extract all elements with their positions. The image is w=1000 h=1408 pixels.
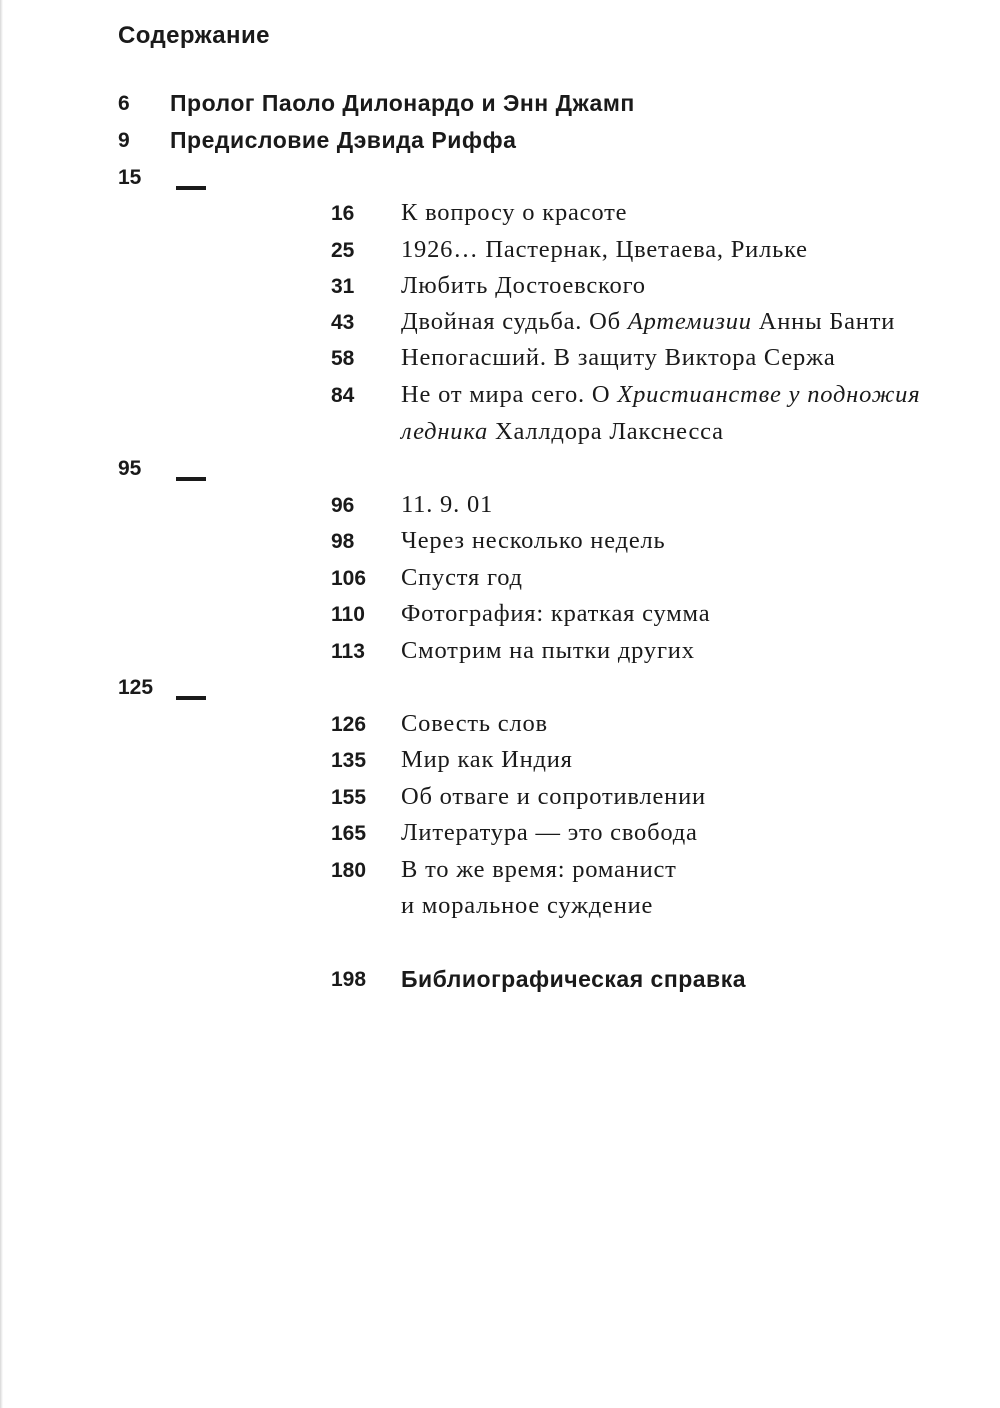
toc-section-2[interactable]	[0, 457, 1000, 493]
section-page-number: 95	[118, 457, 142, 480]
entry-title	[401, 381, 920, 409]
entry-title: Любить Достоевского	[401, 272, 646, 299]
toc-entry[interactable]	[0, 856, 1000, 895]
page-number: 113	[331, 640, 365, 663]
entry-title: В то же время: романист	[401, 856, 677, 883]
entry-title: Непогасший. В защиту Виктора Сержа	[401, 344, 836, 371]
toc-entry-continuation[interactable]	[0, 892, 1000, 931]
page-number: 25	[331, 239, 355, 262]
section-page-number: 15	[118, 166, 142, 189]
entry-title: Фотография: краткая сумма	[401, 600, 711, 627]
page-number: 96	[331, 494, 355, 517]
toc-entry[interactable]	[0, 381, 1000, 420]
page-number: 106	[331, 567, 367, 590]
page-number: 98	[331, 530, 355, 553]
entry-title: Мир как Индия	[401, 746, 573, 773]
page-number: 165	[331, 822, 367, 845]
entry-title: 11. 9. 01	[401, 491, 494, 518]
entry-title: Пролог Паоло Дилонардо и Энн Джамп	[170, 90, 635, 116]
section-dash-mark	[176, 186, 206, 190]
toc-entry[interactable]	[0, 491, 1000, 530]
toc-entry[interactable]	[0, 600, 1000, 639]
page-number: 6	[118, 92, 130, 115]
page-number: 198	[331, 968, 367, 991]
entry-title: Смотрим на пытки других	[401, 637, 695, 664]
page-number: 155	[331, 786, 367, 809]
toc-entry-continuation[interactable]	[0, 418, 1000, 457]
toc-entry[interactable]	[0, 272, 1000, 311]
toc-entry[interactable]	[0, 783, 1000, 822]
entry-title-line2: и моральное суждение	[401, 892, 654, 919]
entry-title: Совесть слов	[401, 710, 548, 737]
page-number: 9	[118, 129, 130, 152]
page-number: 180	[331, 859, 367, 882]
page-number: 84	[331, 384, 355, 407]
toc-entry[interactable]	[0, 236, 1000, 275]
toc-entry[interactable]	[0, 199, 1000, 238]
toc-entry[interactable]	[0, 344, 1000, 383]
toc-entry[interactable]	[0, 308, 1000, 347]
toc-entry[interactable]	[0, 819, 1000, 858]
entry-title: Об отваге и сопротивлении	[401, 783, 706, 810]
page-number: 110	[331, 603, 365, 626]
toc-back-entry-bibliography[interactable]	[0, 968, 1000, 1004]
entry-title: К вопросу о красоте	[401, 199, 628, 226]
entry-title: Предисловие Дэвида Риффа	[170, 127, 517, 153]
toc-entry[interactable]	[0, 637, 1000, 676]
entry-title-text: Двойная судьба. Об	[401, 308, 628, 335]
entry-title: Библиографическая справка	[401, 966, 747, 992]
toc-front-entry-foreword[interactable]	[0, 129, 1000, 165]
toc-section-3[interactable]	[0, 676, 1000, 712]
page-number: 31	[331, 275, 355, 298]
entry-title: 1926… Пастернак, Цветаева, Рильке	[401, 236, 808, 263]
toc-entry[interactable]	[0, 710, 1000, 749]
entry-title	[401, 308, 895, 336]
entry-title-italic: ледника	[401, 418, 489, 445]
entry-title-text: Не от мира сего. О	[401, 381, 618, 408]
entry-title: Литература — это свобода	[401, 819, 698, 846]
entry-title-text: Халлдора Лакснесса	[488, 418, 724, 445]
page-title: Содержание	[118, 22, 270, 49]
page-number: 16	[331, 202, 355, 225]
page-number: 58	[331, 347, 355, 370]
toc-entry[interactable]	[0, 564, 1000, 603]
toc-section-1[interactable]	[0, 166, 1000, 202]
page-number: 126	[331, 713, 367, 736]
page-number: 43	[331, 311, 355, 334]
toc-front-entry-prologue[interactable]	[0, 92, 1000, 128]
entry-title: Через несколько недель	[401, 527, 666, 554]
entry-title-italic: Артемизии	[627, 308, 752, 335]
section-dash-mark	[176, 477, 206, 481]
toc-entry[interactable]	[0, 527, 1000, 566]
entry-title-italic: Христианстве у подножия	[617, 381, 921, 408]
entry-title-line2	[401, 418, 724, 446]
entry-title: Спустя год	[401, 564, 523, 591]
section-page-number: 125	[118, 676, 154, 699]
section-dash-mark	[176, 696, 206, 700]
page-number: 135	[331, 749, 367, 772]
toc-entry[interactable]	[0, 746, 1000, 785]
entry-title-text: Анны Банти	[751, 308, 896, 335]
